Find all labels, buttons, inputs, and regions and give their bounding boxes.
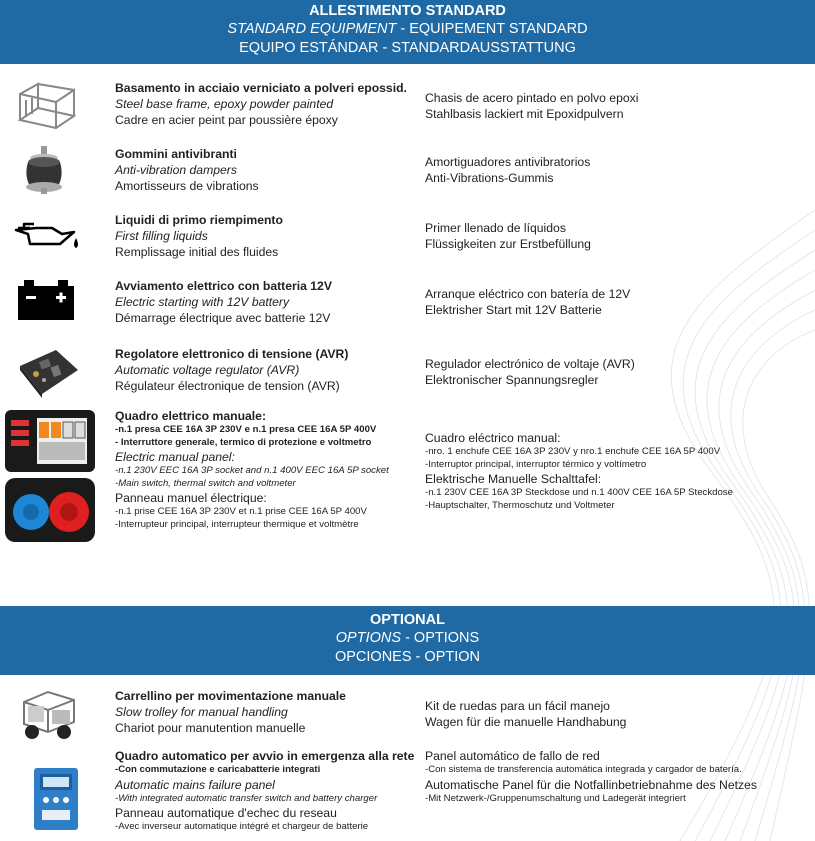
es-text: Amortiguadores antivibratorios [425, 155, 591, 169]
steel-frame-icon [16, 80, 78, 132]
standard-banner-subtitle-2: EQUIPO ESTÁNDAR - STANDARDAUSSTATTUNG [239, 40, 576, 56]
es-line-1: -Con sistema de transferencia automática integrada y cargador de batería. [425, 764, 742, 775]
es-text: Arranque eléctrico con batería de 12V [425, 287, 631, 301]
standard-equipment-banner [0, 0, 815, 64]
en-text: Steel base frame, epoxy powder painted [115, 97, 334, 111]
de-title: Elektrische Manuelle Schalttafel: [425, 472, 602, 486]
es-line-2: -Interruptor principal, interruptor térmico y voltímetro [425, 458, 647, 470]
it-title: Gommini antivibranti [115, 147, 237, 161]
fr-title: Panneau automatique d'echec du reseau [115, 806, 337, 820]
de-text: Flüssigkeiten zur Erstbefüllung [425, 237, 591, 251]
de-line-2: -Hauptschalter, Thermoschutz und Voltmeter [425, 499, 615, 511]
de-line-1: -n.1 230V CEE 16A 3P Steckdose und n.1 400V CEE 16A 5P Steckdose [425, 487, 733, 498]
optional-banner-subtitle: OPTIONS - OPTIONS [335, 630, 480, 646]
rubber-damper-icon [20, 146, 70, 194]
en-line-2: -Main switch, thermal switch and voltmeter [115, 477, 296, 489]
de-text: Wagen für die manuelle Handhabung [425, 715, 627, 729]
oil-can-icon [12, 214, 82, 254]
it-line-1: -Con commutazione e caricabatterie integrati [115, 764, 321, 775]
en-title: Electric manual panel: [115, 450, 235, 464]
en-text: First filling liquids [115, 229, 208, 243]
fr-text: Amortisseurs de vibrations [115, 179, 259, 193]
standard-banner-title: ALLESTIMENTO STANDARD [309, 3, 506, 19]
en-text: Automatic voltage regulator (AVR) [115, 363, 300, 377]
fr-text: Cadre en acier peint par poussière époxy [115, 113, 338, 127]
en-title: Automatic mains failure panel [115, 777, 275, 792]
standard-banner-subtitle: STANDARD EQUIPMENT - EQUIPEMENT STANDARD [227, 21, 588, 37]
optional-banner-title: OPTIONAL [370, 612, 445, 628]
it-title: Regolatore elettronico di tensione (AVR) [115, 347, 349, 361]
fr-text: Remplissage initial des fluides [115, 245, 279, 259]
it-title: Quadro automatico per avvio in emergenza alla rete [115, 749, 415, 763]
fr-text: Démarrage électrique avec batterie 12V [115, 311, 331, 325]
en-line-1: -n.1 230V EEC 16A 3P socket and n.1 400V EEC 16A 5P socket [115, 465, 389, 476]
en-line-1: -With integrated automatic transfer switch and battery charger [115, 792, 378, 804]
fr-line-1: -Avec inverseur automatique intégré et chargeur de batterie [115, 821, 369, 832]
it-title: Quadro elettrico manuale: [115, 409, 267, 423]
es-text: Chasis de acero pintado en polvo epoxi [425, 91, 639, 105]
es-text: Kit de ruedas para un fácil manejo [425, 699, 610, 713]
it-line-1: -n.1 presa CEE 16A 3P 230V e n.1 presa CEE 16A 5P 400V [115, 424, 377, 435]
de-title: Automatische Panel für die Notfallinbetriebnahme des Netzes [425, 777, 757, 792]
es-title: Cuadro eléctrico manual: [425, 431, 561, 445]
optional-banner-subtitle-2: OPCIONES - OPTION [334, 649, 480, 665]
es-text: Primer llenado de líquidos [425, 221, 566, 235]
de-text: Stahlbasis lackiert mit Epoxidpulvern [425, 107, 624, 121]
de-line-1: -Mit Netzwerk-/Gruppenumschaltung und Ladegerät integriert [425, 792, 686, 804]
fr-text: Régulateur électronique de tension (AVR) [115, 379, 340, 393]
es-title: Panel automático de fallo de red [425, 749, 600, 763]
en-text: Anti-vibration dampers [115, 163, 237, 177]
electric-panel-icon [3, 408, 97, 544]
it-title: Liquidi di primo riempimento [115, 213, 283, 227]
de-text: Elektrisher Start mit 12V Batterie [425, 303, 602, 317]
fr-text: Chariot pour manutention manuelle [115, 721, 306, 735]
trolley-generator-icon [18, 688, 80, 742]
it-title: Avviamento elettrico con batteria 12V [115, 279, 332, 293]
en-text: Slow trolley for manual handling [115, 705, 288, 719]
avr-board-icon [16, 346, 80, 398]
battery-icon [16, 278, 76, 322]
it-title: Basamento in acciaio verniciato a polveri epossid. [115, 81, 407, 95]
fr-line-1: -n.1 prise CEE 16A 3P 230V et n.1 prise CEE 16A 5P 400V [115, 506, 367, 517]
de-text: Elektronischer Spannungsregler [425, 373, 599, 387]
it-line-2: - Interruttore generale, termico di protezione e voltmetro [115, 436, 372, 448]
es-line-1: -nro. 1 enchufe CEE 16A 3P 230V y nro.1 enchufe CEE 16A 5P 400V [425, 446, 721, 457]
automatic-panel-icon [32, 766, 80, 832]
optional-banner [0, 606, 815, 675]
es-text: Regulador electrónico de voltaje (AVR) [425, 357, 635, 371]
it-title: Carrellino per movimentazione manuale [115, 689, 346, 703]
fr-title: Panneau manuel électrique: [115, 491, 267, 505]
fr-line-2: -Interrupteur principal, interrupteur thermique et voltmètre [115, 518, 359, 530]
en-text: Electric starting with 12V battery [115, 295, 290, 309]
de-text: Anti-Vibrations-Gummis [425, 171, 554, 185]
